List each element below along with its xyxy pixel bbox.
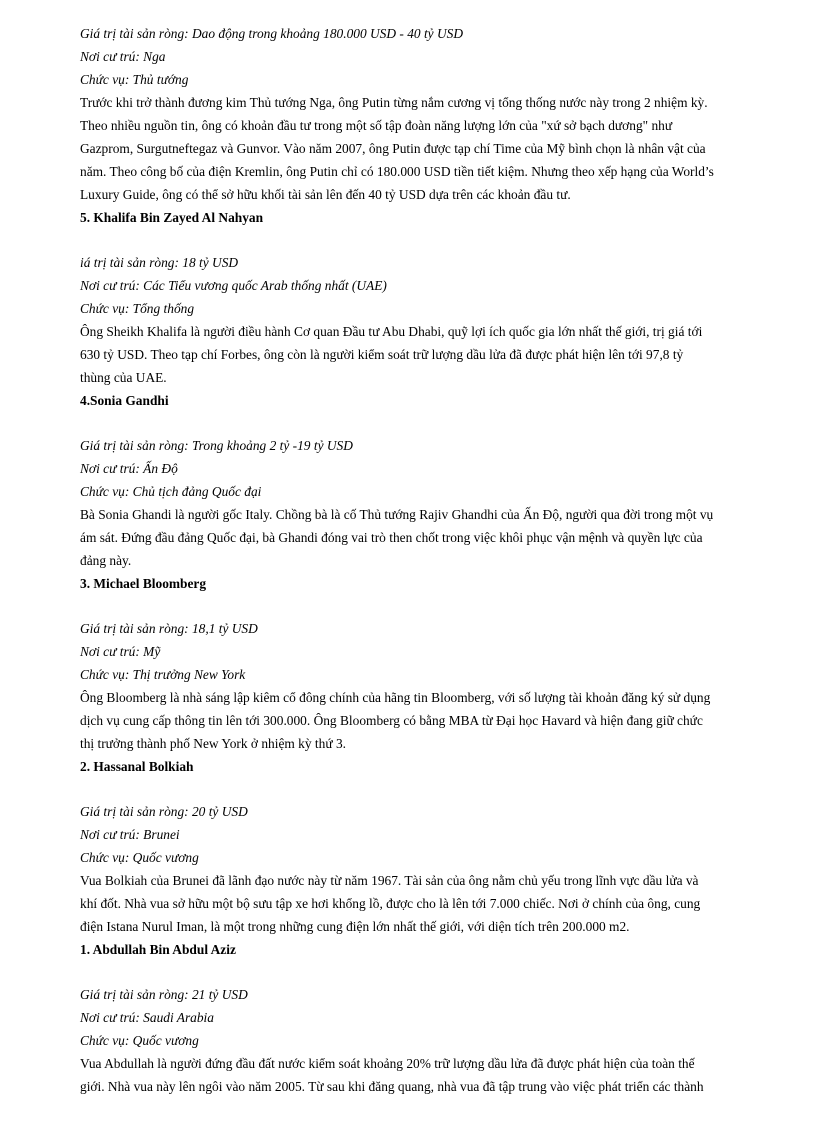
net-worth-line: iá trị tài sản ròng: 18 tỷ USD <box>80 255 239 270</box>
body-line: Trước khi trở thành đương kim Thủ tướng Nga, ông Putin từng nắm cương vị tổng thống nước này trong 2 nhiệm kỳ. <box>80 95 708 110</box>
body-line: thùng của UAE. <box>80 370 167 385</box>
body-paragraph <box>80 320 780 389</box>
body-paragraph <box>80 91 780 206</box>
section-putin <box>80 22 780 206</box>
body-line: Luxury Guide, ông có thể sở hữu khối tài sản lên đến 40 tỷ USD dựa trên các khoản đầu tư. <box>80 187 571 202</box>
body-line: dịch vụ cung cấp thông tin lên tới 300.000. Ông Bloomberg có bằng MBA từ Đại học Havard và hiện đang giữ chức <box>80 713 703 728</box>
section-heading: 5. Khalifa Bin Zayed Al Nahyan <box>80 210 264 225</box>
body-paragraph <box>80 1052 780 1098</box>
body-line: Bà Sonia Ghandi là người gốc Italy. Chồng bà là cố Thủ tướng Rajiv Ghandhi của Ấn Độ, người qua đời trong một vụ <box>80 507 714 522</box>
body-line: năm. Theo công bố của điện Kremlin, ông Putin chỉ có 180.000 USD tiền tiết kiệm. Nhưng theo xếp hạng của World’s <box>80 164 714 179</box>
residence-line: Nơi cư trú: Nga <box>80 49 166 64</box>
residence-line: Nơi cư trú: Brunei <box>80 827 180 842</box>
spacer <box>80 412 780 434</box>
body-line: Ông Sheikh Khalifa là người điều hành Cơ quan Đầu tư Abu Dhabi, quỹ lợi ích quốc gia lớn nhất thế giới, trị giá tới <box>80 324 703 339</box>
body-line: Ông Bloomberg là nhà sáng lập kiêm cổ đông chính của hãng tin Bloomberg, với số lượng tài khoản đăng ký sử dụng <box>80 690 711 705</box>
position-line: Chức vụ: Thị trưởng New York <box>80 667 246 682</box>
section-sonia-gandhi <box>80 389 780 572</box>
position-line: Chức vụ: Quốc vương <box>80 1033 199 1048</box>
body-line: Theo nhiều nguồn tin, ông có khoản đầu tư trong một số tập đoàn năng lượng lớn của "xứ sở bạch dương" như <box>80 118 673 133</box>
section-bloomberg <box>80 572 780 755</box>
net-worth-line: Giá trị tài sản ròng: Dao động trong khoảng 180.000 USD - 40 tỷ USD <box>80 26 463 41</box>
spacer <box>80 778 780 800</box>
body-line: giới. Nhà vua này lên ngôi vào năm 2005. Từ sau khi đăng quang, nhà vua đã tập trung vào việc phát triển các thành <box>80 1079 704 1094</box>
spacer <box>80 961 780 983</box>
section-heading: 2. Hassanal Bolkiah <box>80 759 194 774</box>
body-paragraph <box>80 686 780 755</box>
net-worth-line: Giá trị tài sản ròng: 20 tỷ USD <box>80 804 248 819</box>
section-khalifa <box>80 206 780 389</box>
residence-line: Nơi cư trú: Saudi Arabia <box>80 1010 214 1025</box>
body-paragraph <box>80 869 780 938</box>
residence-line: Nơi cư trú: Mỹ <box>80 644 161 659</box>
position-line: Chức vụ: Thủ tướng <box>80 72 189 87</box>
body-line: đảng này. <box>80 553 132 568</box>
net-worth-line: Giá trị tài sản ròng: Trong khoảng 2 tỷ -19 tỷ USD <box>80 438 353 453</box>
position-line: Chức vụ: Tổng thống <box>80 301 195 316</box>
net-worth-line: Giá trị tài sản ròng: 21 tỷ USD <box>80 987 248 1002</box>
position-line: Chức vụ: Quốc vương <box>80 850 199 865</box>
section-heading: 3. Michael Bloomberg <box>80 576 207 591</box>
residence-line: Nơi cư trú: Ấn Độ <box>80 461 178 476</box>
body-line: khí đốt. Nhà vua sở hữu một bộ sưu tập xe hơi khổng lồ, được cho là lên tới 7.000 chiếc. Nơi ở chính của ông, cung <box>80 896 701 911</box>
body-line: thị trưởng thành phố New York ở nhiệm kỳ thứ 3. <box>80 736 346 751</box>
spacer <box>80 595 780 617</box>
spacer <box>80 229 780 251</box>
position-line: Chức vụ: Chủ tịch đảng Quốc đại <box>80 484 262 499</box>
section-heading: 4.Sonia Gandhi <box>80 393 169 408</box>
body-line: Vua Bolkiah của Brunei đã lãnh đạo nước này từ năm 1967. Tài sản của ông nằm chủ yếu trong lĩnh vực dầu lửa và <box>80 873 699 888</box>
body-line: điện Istana Nurul Iman, là một trong những cung điện lớn nhất thế giới, với diện tích trên 200.000 m2. <box>80 919 630 934</box>
section-bolkiah <box>80 755 780 938</box>
body-line: 630 tỷ USD. Theo tạp chí Forbes, ông còn là người kiểm soát trữ lượng dầu lửa đã được phát hiện lên tới 97,8 tỷ <box>80 347 684 362</box>
body-line: ám sát. Đứng đầu đảng Quốc đại, bà Ghandi đóng vai trò then chốt trong việc khôi phục vận mệnh và quyền lực của <box>80 530 703 545</box>
residence-line: Nơi cư trú: Các Tiểu vương quốc Arab thống nhất (UAE) <box>80 278 387 293</box>
section-heading: 1. Abdullah Bin Abdul Aziz <box>80 942 236 957</box>
body-paragraph <box>80 503 780 572</box>
net-worth-line: Giá trị tài sản ròng: 18,1 tỷ USD <box>80 621 258 636</box>
body-line: Gazprom, Surgutneftegaz và Gunvor. Vào năm 2007, ông Putin được tạp chí Time của Mỹ bình chọn là nhân vật của <box>80 141 706 156</box>
section-abdullah <box>80 938 780 1098</box>
body-line: Vua Abdullah là người đứng đầu đất nước kiểm soát khoảng 20% trữ lượng dầu lửa đã được phát hiện của toàn thế <box>80 1056 695 1071</box>
document-page <box>80 22 780 1098</box>
